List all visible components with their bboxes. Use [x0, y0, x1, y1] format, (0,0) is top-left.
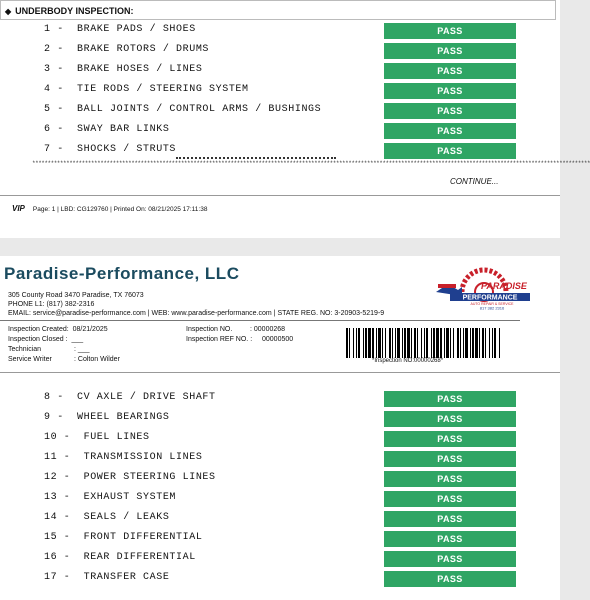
- barcode-bar: [444, 328, 445, 358]
- barcode-bar: [482, 328, 484, 358]
- inspection-row: [0, 529, 560, 549]
- info-label: Inspection REF NO. :: [186, 336, 253, 343]
- info-value: : ___: [74, 346, 90, 353]
- pass-badge: PASS: [384, 23, 516, 39]
- inspection-item-label: 10 - FUEL LINES: [44, 432, 150, 443]
- inspection-row: [0, 429, 560, 449]
- pass-badge: PASS: [384, 451, 516, 467]
- info-value: ___: [71, 336, 84, 343]
- inspection-item-label: 17 - TRANSFER CASE: [44, 572, 170, 583]
- info-label: Inspection Closed :: [8, 336, 68, 343]
- barcode-bar: [404, 328, 406, 358]
- info-value: : 00000268: [250, 326, 286, 333]
- barcode-bar: [460, 328, 461, 358]
- barcode-bar: [356, 328, 357, 358]
- continue-text: CONTINUE...: [450, 177, 499, 186]
- barcode-bar: [453, 328, 454, 358]
- pass-badge: PASS: [384, 43, 516, 59]
- section-title-text: UNDERBODY INSPECTION:: [15, 6, 134, 16]
- inspection-item-label: 13 - EXHAUST SYSTEM: [44, 492, 177, 503]
- company-address: 305 County Road 3470 Paradise, TX 76073: [8, 292, 144, 299]
- inspection-row: [0, 101, 560, 121]
- barcode-bar: [436, 328, 439, 358]
- barcode-bar: [378, 328, 381, 358]
- inspection-page-2: [0, 256, 560, 600]
- barcode-bar: [402, 328, 403, 358]
- pass-badge: PASS: [384, 571, 516, 587]
- header-bottom-divider: [0, 372, 560, 373]
- barcode-bar: [353, 328, 354, 358]
- pass-badge: PASS: [384, 531, 516, 547]
- barcode-bar: [424, 328, 425, 358]
- barcode-bar: [382, 328, 383, 358]
- barcode-bar: [395, 328, 396, 358]
- inspection-item-label: 15 - FRONT DIFFERENTIAL: [44, 532, 203, 543]
- inspection-created: [8, 326, 108, 333]
- pass-badge: PASS: [384, 123, 516, 139]
- barcode-bar: [385, 328, 386, 358]
- pass-badge: PASS: [384, 431, 516, 447]
- company-email-web: EMAIL: service@paradise-performance.com | WEB: www.paradise-performance.com | STATE REG. NO: 3-20903-5219-9: [8, 310, 385, 317]
- barcode-bar: [440, 328, 442, 358]
- barcode-label: *Inspection NO:00000268*: [372, 358, 444, 364]
- barcode-bar: [431, 328, 432, 358]
- company-phone: PHONE L1: (817) 382-2316: [8, 301, 95, 308]
- inspection-row: [0, 449, 560, 469]
- inspection-ref-number: [186, 336, 294, 343]
- barcode-bar: [365, 328, 367, 358]
- barcode-bar: [485, 328, 486, 358]
- inspection-item-label: 7 - SHOCKS / STRUTS: [44, 144, 177, 155]
- barcode-bar: [457, 328, 459, 358]
- barcode-bar: [376, 328, 377, 358]
- barcode-bar: [479, 328, 480, 358]
- barcode-bar: [463, 328, 464, 358]
- info-value: 08/21/2025: [72, 326, 108, 333]
- barcode-bar: [470, 328, 471, 358]
- service-writer: [8, 356, 120, 363]
- inspection-row: [0, 61, 560, 81]
- info-value: 00000500: [262, 336, 294, 343]
- barcode-bar: [450, 328, 451, 358]
- info-value: : Colton Wilder: [74, 356, 120, 363]
- barcode-bar: [475, 328, 478, 358]
- pass-badge: PASS: [384, 391, 516, 407]
- barcode-bar: [492, 328, 493, 358]
- inspection-item-label: 14 - SEALS / LEAKS: [44, 512, 170, 523]
- inspection-barcode: [344, 328, 502, 358]
- inspection-item-label: 8 - CV AXLE / DRIVE SHAFT: [44, 392, 216, 403]
- inspection-item-label: 5 - BALL JOINTS / CONTROL ARMS / BUSHINGS: [44, 104, 322, 115]
- inspection-row: [0, 389, 560, 409]
- barcode-bar: [397, 328, 400, 358]
- info-label: Inspection NO.: [186, 326, 233, 333]
- inspection-item-label: 12 - POWER STEERING LINES: [44, 472, 216, 483]
- inspection-item-label: 2 - BRAKE ROTORS / DRUMS: [44, 44, 210, 55]
- pass-badge: PASS: [384, 411, 516, 427]
- inspection-row: [0, 549, 560, 569]
- barcode-bar: [358, 328, 360, 358]
- inspection-item-label: 1 - BRAKE PADS / SHOES: [44, 24, 196, 35]
- inspection-item-label: 6 - SWAY BAR LINKS: [44, 124, 170, 135]
- pass-badge: PASS: [384, 471, 516, 487]
- dotted-divider: ************************************************************************************************************************************************************************************: [32, 160, 590, 167]
- inspection-row: [0, 569, 560, 589]
- diamond-icon: ◆: [5, 7, 12, 16]
- inspection-row: [0, 509, 560, 529]
- barcode-bar: [372, 328, 374, 358]
- company-name: Paradise-Performance, LLC: [4, 264, 240, 283]
- inspection-number: [186, 326, 286, 333]
- barcode-bar: [392, 328, 393, 358]
- info-label: Inspection Created:: [8, 326, 69, 333]
- section-title: [0, 0, 556, 20]
- header-divider: [0, 320, 520, 321]
- page-footer: [12, 204, 207, 213]
- inspection-row: [0, 121, 560, 141]
- barcode-bar: [446, 328, 449, 358]
- logo-text-tagline: AUTO REPAIR & SERVICE: [470, 302, 514, 306]
- barcode-bar: [411, 328, 412, 358]
- barcode-bar: [389, 328, 391, 358]
- pass-badge: PASS: [384, 491, 516, 507]
- pass-badge: PASS: [384, 551, 516, 567]
- inspection-row: [0, 81, 560, 101]
- inspection-page-1: [0, 0, 590, 238]
- info-label: Technician: [8, 346, 42, 353]
- barcode-bar: [421, 328, 422, 358]
- barcode-bar: [363, 328, 364, 358]
- inspection-row: [0, 41, 560, 61]
- barcode-bar: [433, 328, 435, 358]
- inspection-item-label: 16 - REAR DIFFERENTIAL: [44, 552, 196, 563]
- barcode-bar: [414, 328, 416, 358]
- inspection-item-label: 3 - BRAKE HOSES / LINES: [44, 64, 203, 75]
- logo-text-performance: PERFORMANCE: [462, 294, 518, 302]
- barcode-bar: [465, 328, 468, 358]
- logo-text-paradise: PARADISE: [481, 281, 527, 291]
- footer-text: Page: 1 | LBD: CG129760 | Printed On: 08/21/2025 17:11:38: [32, 206, 208, 213]
- paradise-performance-logo: [432, 270, 530, 310]
- pass-badge: PASS: [384, 143, 516, 159]
- barcode-bar: [472, 328, 474, 358]
- pass-badge: PASS: [384, 83, 516, 99]
- inspection-item-label: 4 - TIE RODS / STEERING SYSTEM: [44, 84, 249, 95]
- pass-badge: PASS: [384, 63, 516, 79]
- barcode-bar: [346, 328, 348, 358]
- inspection-row: [0, 489, 560, 509]
- vip-label: VIP: [12, 204, 25, 213]
- barcode-bar: [426, 328, 428, 358]
- info-label: Service Writer: [8, 356, 52, 363]
- barcode-bar: [368, 328, 371, 358]
- barcode-bar: [499, 328, 500, 358]
- barcode-bar: [407, 328, 410, 358]
- barcode-bar: [489, 328, 490, 358]
- inspection-item-label: 11 - TRANSMISSION LINES: [44, 452, 203, 463]
- inspection-item-label: 9 - WHEEL BEARINGS: [44, 412, 170, 423]
- pass-badge: PASS: [384, 511, 516, 527]
- pass-badge: PASS: [384, 103, 516, 119]
- inspection-row: [0, 21, 560, 41]
- inspection-row: [0, 469, 560, 489]
- footer-divider: [0, 195, 560, 196]
- logo-text-phone: 817 382 2316: [479, 305, 505, 311]
- inspection-closed: [8, 336, 83, 343]
- technician: [8, 346, 90, 353]
- barcode-bar: [417, 328, 418, 358]
- barcode-bar: [349, 328, 350, 358]
- barcode-bar: [494, 328, 496, 358]
- inspection-row: [0, 409, 560, 429]
